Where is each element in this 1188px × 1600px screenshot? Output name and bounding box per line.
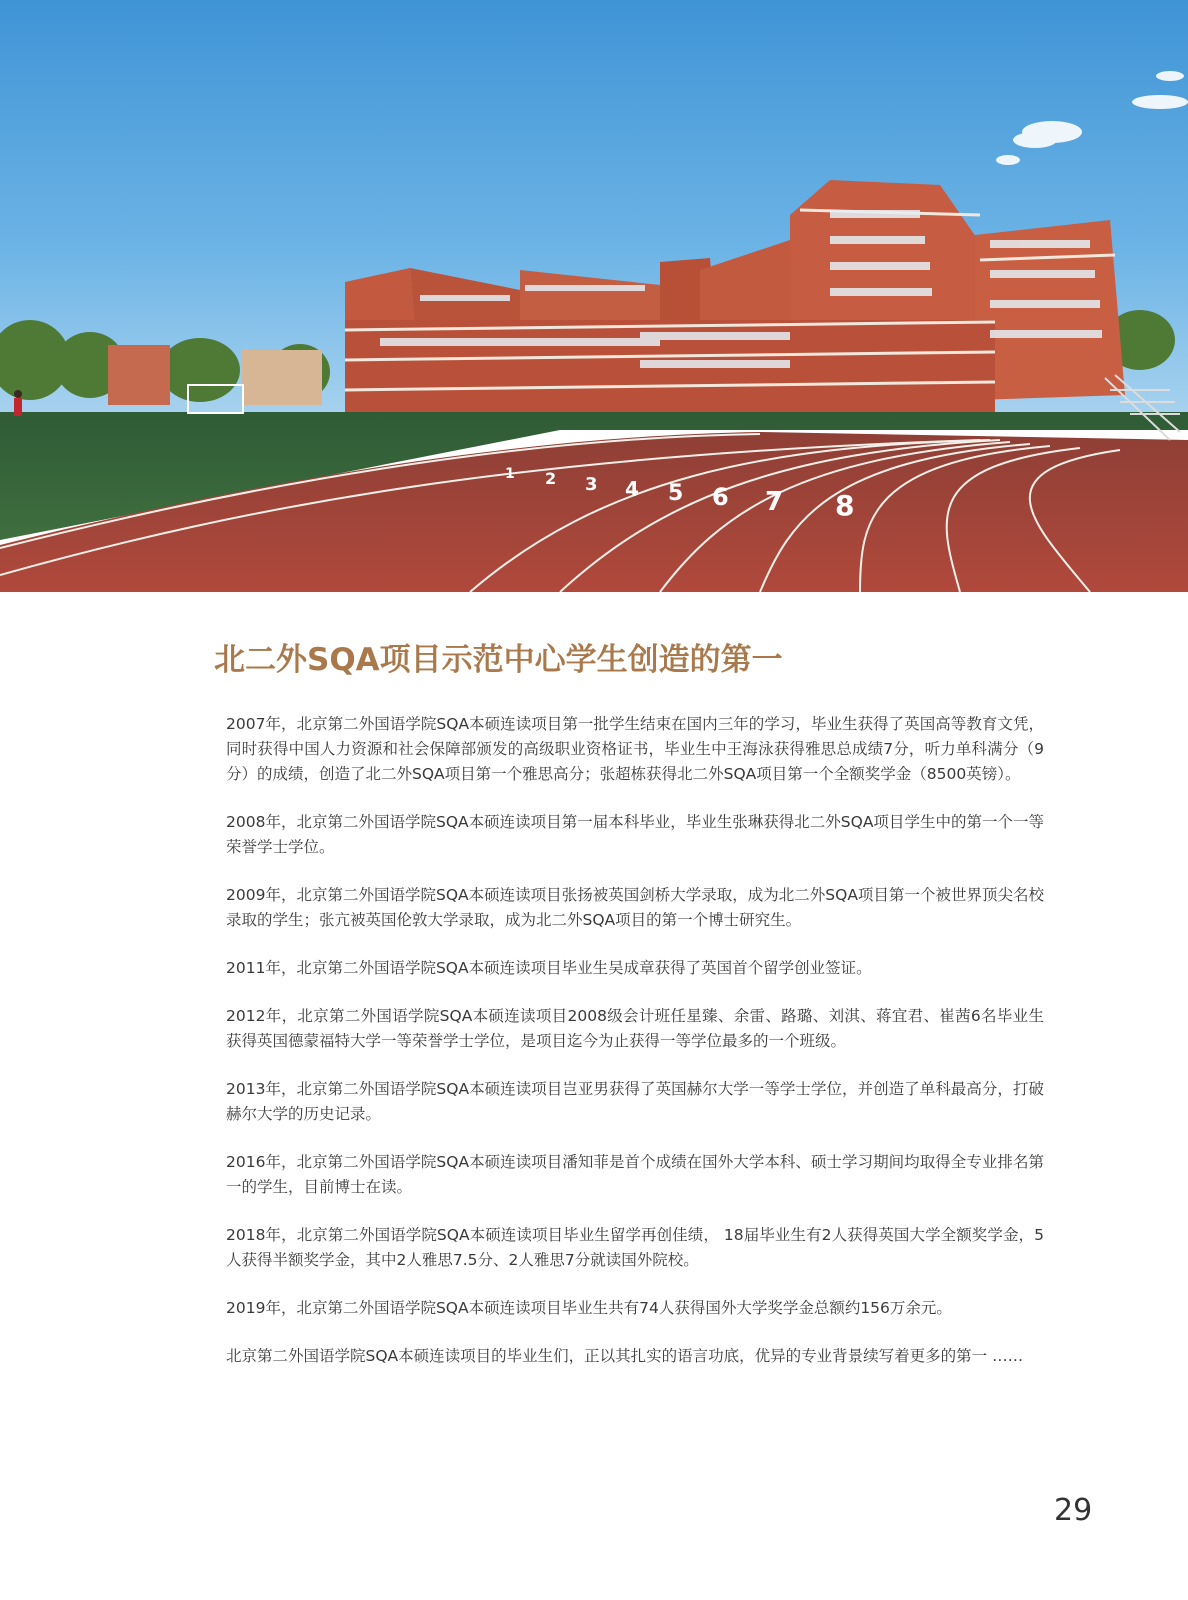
article-body xyxy=(226,712,1044,1392)
paragraph-2019: 2019年，北京第二外国语学院SQA本硕连读项目毕业生共有74人获得国外大学奖学金总额约156万余元。 xyxy=(226,1299,952,1317)
page-number: 29 xyxy=(1054,1493,1093,1528)
lane-number: 2 xyxy=(545,469,557,488)
lane-number: 3 xyxy=(585,474,598,495)
paragraph-2008: 2008年，北京第二外国语学院SQA本硕连读项目第一届本科毕业，毕业生张琳获得北二外SQA项目学生中的第一个一等荣誉学士学位。 xyxy=(226,813,1044,856)
lane-number: 4 xyxy=(625,477,639,501)
paragraph-2013: 2013年，北京第二外国语学院SQA本硕连读项目岂亚男获得了英国赫尔大学一等学士学位，并创造了单科最高分，打破赫尔大学的历史记录。 xyxy=(226,1080,1044,1123)
lane-number: 7 xyxy=(765,487,784,517)
lane-number: 5 xyxy=(668,481,684,506)
paragraph-2007: 2007年，北京第二外国语学院SQA本硕连读项目第一批学生结束在国内三年的学习，毕业生获得了英国高等教育文凭，同时获得中国人力资源和社会保障部颁发的高级职业资格证书，毕业生中王海泳获得雅思总成绩7分，听力单科满分（9分）的成绩，创造了北二外SQA项目第一个雅思高分；张超栋获得北二外SQA项目第一个全额奖学金（8500英镑）。 xyxy=(226,715,1044,783)
article-title: 北二外SQA项目示范中心学生创造的第一 xyxy=(214,642,783,678)
paragraph-2009: 2009年，北京第二外国语学院SQA本硕连读项目张扬被英国剑桥大学录取，成为北二外SQA项目第一个被世界顶尖名校录取的学生；张亢被英国伦敦大学录取，成为北二外SQA项目的第一个博士研究生。 xyxy=(226,886,1044,929)
paragraph-2012: 2012年，北京第二外国语学院SQA本硕连读项目2008级会计班任星臻、余雷、路璐、刘淇、蒋宜君、崔茜6名毕业生获得英国德蒙福特大学一等荣誉学士学位，是项目迄今为止获得一等学位最多的一个班级。 xyxy=(226,1007,1044,1050)
paragraph-2011: 2011年，北京第二外国语学院SQA本硕连读项目毕业生吴成章获得了英国首个留学创业签证。 xyxy=(226,959,872,977)
paragraph-closing: 北京第二外国语学院SQA本硕连读项目的毕业生们，正以其扎实的语言功底，优异的专业背景续写着更多的第一 …… xyxy=(226,1347,1024,1365)
lane-number: 8 xyxy=(835,489,855,522)
paragraph-2016: 2016年，北京第二外国语学院SQA本硕连读项目潘知菲是首个成绩在国外大学本科、硕士学习期间均取得全专业排名第一的学生，目前博士在读。 xyxy=(226,1153,1044,1196)
lane-number: 1 xyxy=(505,466,515,482)
campus-photo xyxy=(0,0,1188,592)
lane-number: 6 xyxy=(712,483,729,511)
paragraph-2018: 2018年，北京第二外国语学院SQA本硕连读项目毕业生留学再创佳绩， 18届毕业生有2人获得英国大学全额奖学金，5人获得半额奖学金，其中2人雅思7.5分、2人雅思7分就读国外院校。 xyxy=(226,1226,1044,1269)
